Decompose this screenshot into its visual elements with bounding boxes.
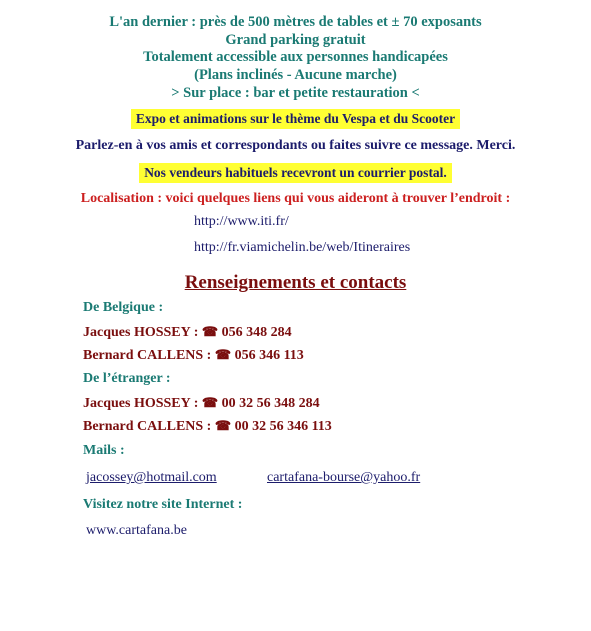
intro-line-3: Totalement accessible aux personnes handicapées: [143, 49, 448, 65]
intro-line-4: (Plans inclinés - Aucune marche): [194, 67, 397, 83]
iti-link[interactable]: http://www.iti.fr/: [194, 214, 289, 229]
intro-line-2: Grand parking gratuit: [225, 32, 366, 48]
belgium-label: De Belgique :: [83, 300, 164, 315]
contact-phone: 00 32 56 346 113: [234, 419, 332, 434]
website-link[interactable]: www.cartafana.be: [86, 523, 187, 538]
expo-banner-row: [0, 110, 591, 128]
vendors-banner-row: [0, 164, 591, 182]
telephone-icon: ☎: [214, 347, 232, 362]
contact-name: Bernard CALLENS :: [83, 419, 212, 434]
viamichelin-link[interactable]: http://fr.viamichelin.be/web/Itineraires: [194, 240, 411, 255]
contact-phone: 00 32 56 348 284: [221, 396, 320, 411]
website-label: Visitez notre site Internet :: [83, 497, 243, 512]
contact-name: Jacques HOSSEY :: [83, 396, 199, 411]
intro-line-1: L'an dernier : près de 500 mètres de tables et ± 70 exposants: [109, 14, 482, 30]
vendors-banner: Nos vendeurs habituels recevront un courrier postal.: [139, 163, 452, 183]
email-link-hotmail[interactable]: jacossey@hotmail.com: [86, 470, 217, 485]
contact-name: Jacques HOSSEY :: [83, 325, 199, 340]
abroad-label: De l’étranger :: [83, 371, 171, 386]
telephone-icon: ☎: [201, 395, 219, 410]
contact-name: Bernard CALLENS :: [83, 348, 212, 363]
location-text: Localisation : voici quelques liens qui vous aideront à trouver l’endroit :: [80, 191, 511, 206]
contact-row: [83, 418, 332, 435]
email-link-yahoo[interactable]: cartafana-bourse@yahoo.fr: [267, 470, 421, 485]
mails-label: Mails :: [83, 443, 125, 458]
contacts-heading: Renseignements et contacts: [184, 272, 407, 293]
contact-phone: 056 348 284: [221, 325, 292, 340]
telephone-icon: ☎: [201, 324, 219, 339]
contact-phone: 056 346 113: [234, 348, 304, 363]
contact-row: [83, 324, 292, 341]
telephone-icon: ☎: [214, 418, 232, 433]
intro-line-5: > Sur place : bar et petite restauration <: [171, 85, 420, 101]
expo-banner: Expo et animations sur le thème du Vespa et du Scooter: [131, 109, 460, 129]
contact-row: [83, 347, 304, 364]
contact-row: [83, 395, 320, 412]
share-message: Parlez-en à vos amis et correspondants ou faites suivre ce message. Merci.: [75, 138, 516, 153]
